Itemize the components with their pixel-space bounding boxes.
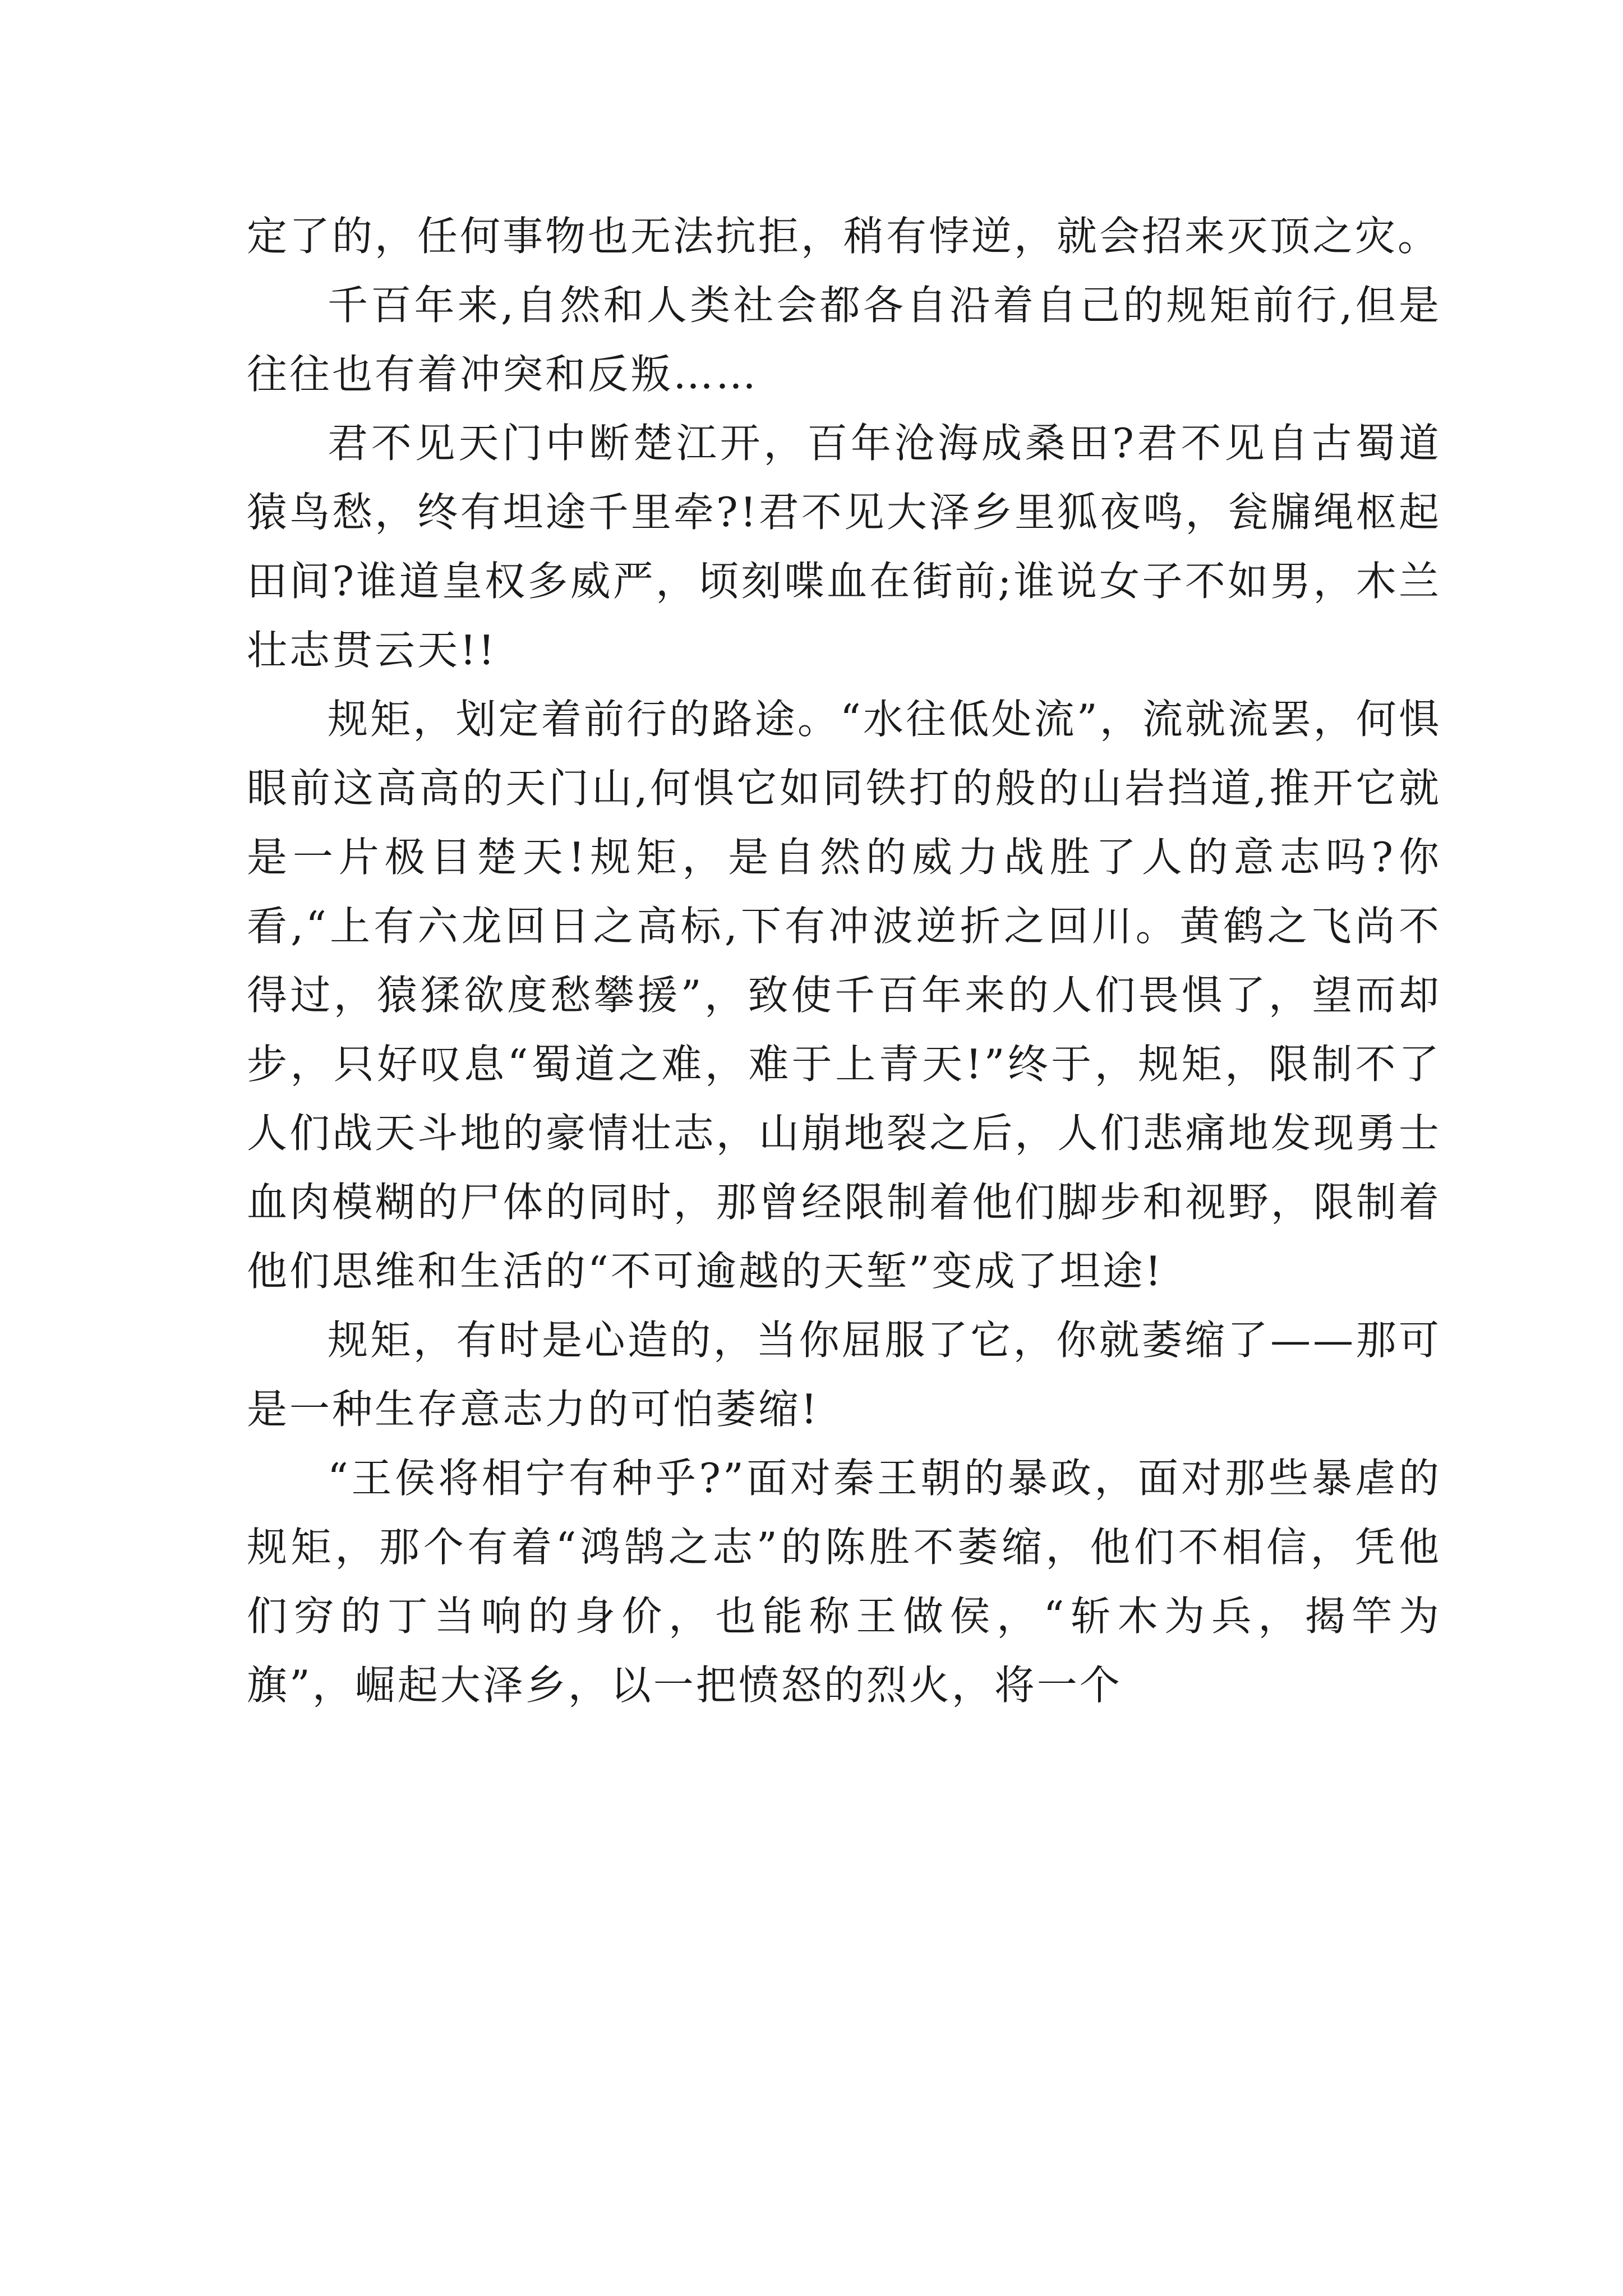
document-body <box>247 202 1441 1720</box>
paragraph: 规矩，有时是心造的，当你屈服了它，你就萎缩了——那可是一种生存意志力的可怕萎缩! <box>247 1317 1441 1433</box>
paragraph-continuation: 定了的，任何事物也无法抗拒，稍有悖逆，就会招来灭顶之灾。 <box>247 213 1441 260</box>
paragraph: “王侯将相宁有种乎?”面对秦王朝的暴政，面对那些暴虐的规矩，那个有着“鸿鹄之志”的陈胜不萎缩，他们不相信，凭他们穷的丁当响的身价，也能称王做侯，“斩木为兵，揭竿为旗”，崛起大泽乡，以一把愤怒的烈火，将一个 <box>247 1455 1441 1709</box>
paragraph: 千百年来,自然和人类社会都各自沿着自己的规矩前行,但是往往也有着冲突和反叛…… <box>247 282 1441 398</box>
paragraph: 规矩，划定着前行的路途。“水往低处流”，流就流罢，何惧眼前这高高的天门山,何惧它如同铁打的般的山岩挡道,推开它就是一片极目楚天!规矩，是自然的威力战胜了人的意志吗?你看,“上有六龙回日之高标,下有冲波逆折之回川。黄鹤之飞尚不得过，猿猱欲度愁攀援”，致使千百年来的人们畏惧了，望而却步，只好叹息“蜀道之难，难于上青天!”终于，规矩，限制不了人们战天斗地的豪情壮志，山崩地裂之后，人们悲痛地发现勇士血肉模糊的尸体的同时，那曾经限制着他们脚步和视野，限制着他们思维和生活的“不可逾越的天堑”变成了坦途! <box>247 696 1441 1295</box>
paragraph: 君不见天门中断楚江开，百年沧海成桑田?君不见自古蜀道猿鸟愁，终有坦途千里牵?!君不见大泽乡里狐夜鸣，瓮牖绳枢起田间?谁道皇权多威严，顷刻喋血在街前;谁说女子不如男，木兰壮志贯云天!! <box>247 420 1441 674</box>
